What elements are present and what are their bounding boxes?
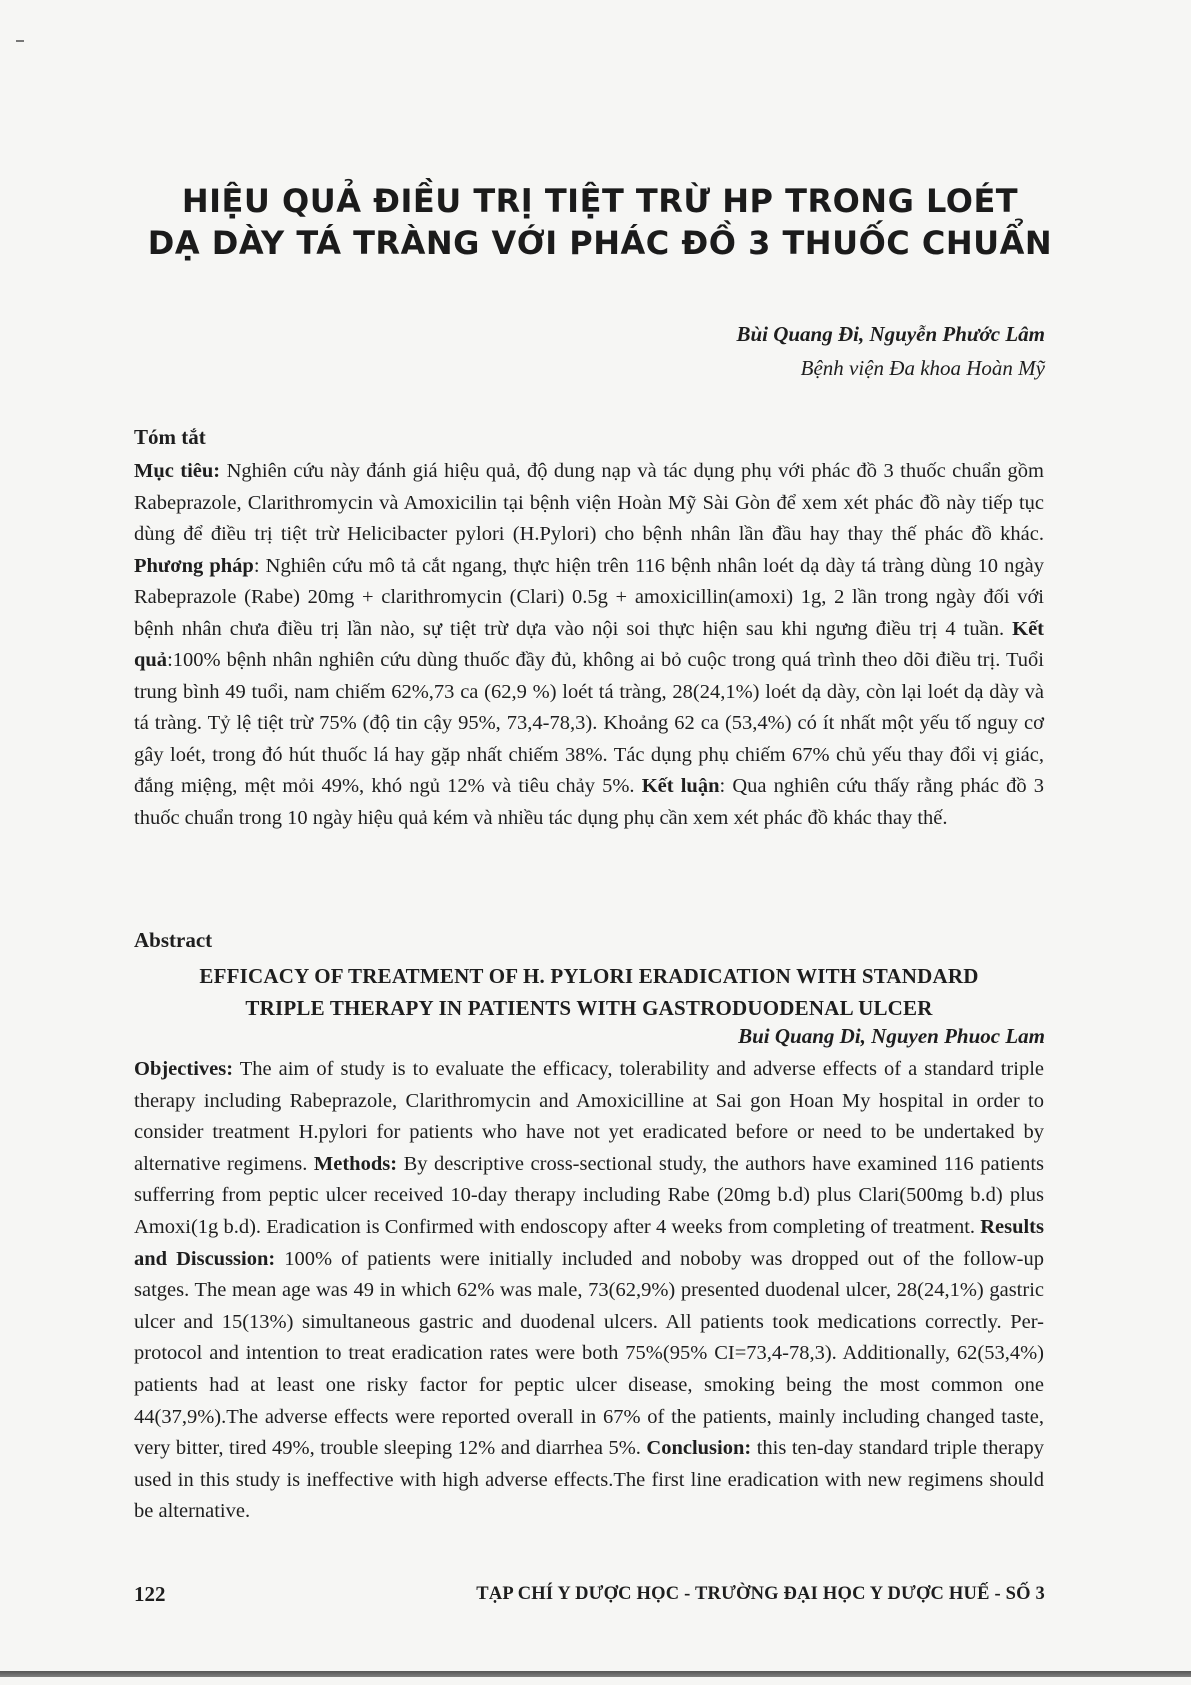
conclusion-text: : Qua nghiên cứu thấy rằng phác đồ 3 thuốc chuẩn trong 10 ngày hiệu quả kém và nhiều tác dụng phụ cần xem xét phác đồ khác thay thế. xyxy=(134,775,1044,829)
scan-mark xyxy=(16,40,24,42)
english-author-list: Bui Quang Di, Nguyen Phuoc Lam xyxy=(738,1024,1045,1048)
results-label: Results and Discussion: xyxy=(134,1215,1044,1270)
vietnamese-abstract-heading: Tóm tắt xyxy=(134,425,206,449)
result-label: Kết quả xyxy=(134,617,1044,671)
english-title-line-2: TRIPLE THERAPY IN PATIENTS WITH GASTRODUODENAL ULCER xyxy=(245,996,933,1020)
vietnamese-abstract-body xyxy=(134,456,1044,834)
results-text: 100% of patients were initially included and noboby was dropped out of the follow-up satges. The mean age was 49 in which 62% was male, 73(62,9%) presented duodenal ulcer, 28(24,1%) gastric ulcer and 15(13%) simultaneous gastric and duodenal ulcers. All patients took medications correctly. Per-protocol and intention to treat eradication rates were both 75%(95% CI=73,4-78,3). Additionally, 62(53,4%) patients had at least one risky factor for peptic ulcer disease, smoking being the most common one 44(37,9%).The adverse effects were reported overall in 67% of the patients, mainly including changed taste, very bitter, tired 49%, trouble sleeping 12% and diarrhea 5%. xyxy=(134,1247,1044,1460)
objective-text: Nghiên cứu này đánh giá hiệu quả, độ dung nạp và tác dụng phụ với phác đồ 3 thuốc chuẩn gồm Rabeprazole, Clarithromycin và Amoxicilin tại bệnh viện Hoàn Mỹ Sài Gòn để xem xét phác đồ này tiếp tục dùng để điều trị tiệt trừ Helicibacter pylori (H.Pylori) cho bệnh nhân lần đầu hay thay thế phác đồ khác. xyxy=(134,460,1044,545)
article-title-line-2: DẠ DÀY TÁ TRÀNG VỚI PHÁC ĐỒ 3 THUỐC CHUẨN xyxy=(147,224,1053,262)
methods-label: Methods: xyxy=(313,1152,398,1175)
objective-label: Mục tiêu: xyxy=(134,460,221,482)
method-label: Phương pháp xyxy=(134,554,254,577)
journal-running-footer: TẠP CHÍ Y DƯỢC HỌC - TRƯỜNG ĐẠI HỌC Y DƯỢC HUẾ - SỐ 3 xyxy=(476,1584,1045,1604)
objectives-text: The aim of study is to evaluate the efficacy, tolerability and adverse effects of a standard triple therapy including Rabeprazole, Clarithromycin and Amoxicilline at Sai gon Hoan My hospital in order to consider treatment H.pylori for patients who have not yet eradicated before or need to be undertaked by alternative regimens. xyxy=(134,1058,1044,1175)
conclusion-label-en: Conclusion: xyxy=(646,1437,752,1460)
conclusion-label: Kết luận xyxy=(641,775,720,797)
method-text: : Nghiên cứu mô tả cắt ngang, thực hiện trên 116 bệnh nhân loét dạ dày tá tràng dùng 10 ngày Rabeprazole (Rabe) 20mg + clarithromycin (Clari) 0.5g + amoxicillin(amoxi) 1g, 2 lần trong ngày đối với bệnh nhân chưa điều trị lần nào, sự tiệt trừ dựa vào nội soi thực hiện sau khi ngưng điều trị 4 tuần. xyxy=(134,554,1044,640)
article-title xyxy=(140,180,1060,264)
conclusion-text-en: this ten-day standard triple therapy used in this study is ineffective with high adverse effects.The first line eradication with new regimens should be alternative. xyxy=(134,1437,1044,1523)
author-list: Bùi Quang Đi, Nguyễn Phước Lâm xyxy=(736,322,1045,346)
english-title xyxy=(134,960,1044,1024)
author-affiliation: Bệnh viện Đa khoa Hoàn Mỹ xyxy=(800,356,1045,380)
english-title-line-1: EFFICACY OF TREATMENT OF H. PYLORI ERADICATION WITH STANDARD xyxy=(199,964,979,988)
english-abstract-heading: Abstract xyxy=(134,928,213,952)
methods-text: By descriptive cross-sectional study, the authors have examined 116 patients sufferring from peptic ulcer received 10-day therapy including Rabe (20mg b.d) plus Clari(500mg b.d) plus Amoxi(1g b.d). Eradication is Confirmed with endoscopy after 4 weeks from completing of treatment. xyxy=(134,1152,1044,1238)
article-title-line-1: HIỆU QUẢ ĐIỀU TRỊ TIỆT TRỪ HP TRONG LOÉT xyxy=(181,182,1019,220)
result-text: :100% bệnh nhân nghiên cứu dùng thuốc đầy đủ, không ai bỏ cuộc trong quá trình theo dõi điều trị. Tuổi trung bình 49 tuổi, nam chiếm 62%,73 ca (62,9 %) loét tá tràng, 28(24,1%) loét dạ dày, còn lại loét dạ dày và tá tràng. Tỷ lệ tiệt trừ 75% (độ tin cậy 95%, 73,4-78,3). Khoảng 62 ca (53,4%) có ít nhất một yếu tố nguy cơ gây loét, trong đó hút thuốc lá hay gặp nhất chiếm 38%. Tác dụng phụ chiếm 67% chủ yếu thay đổi vị giác, đắng miệng, mệt mỏi 49%, khó ngủ 12% và tiêu chảy 5%. xyxy=(134,649,1044,797)
scan-bottom-edge xyxy=(0,1671,1191,1677)
objectives-label: Objectives: xyxy=(134,1058,234,1080)
english-abstract-body xyxy=(134,1054,1044,1528)
page-number: 122 xyxy=(134,1582,166,1606)
